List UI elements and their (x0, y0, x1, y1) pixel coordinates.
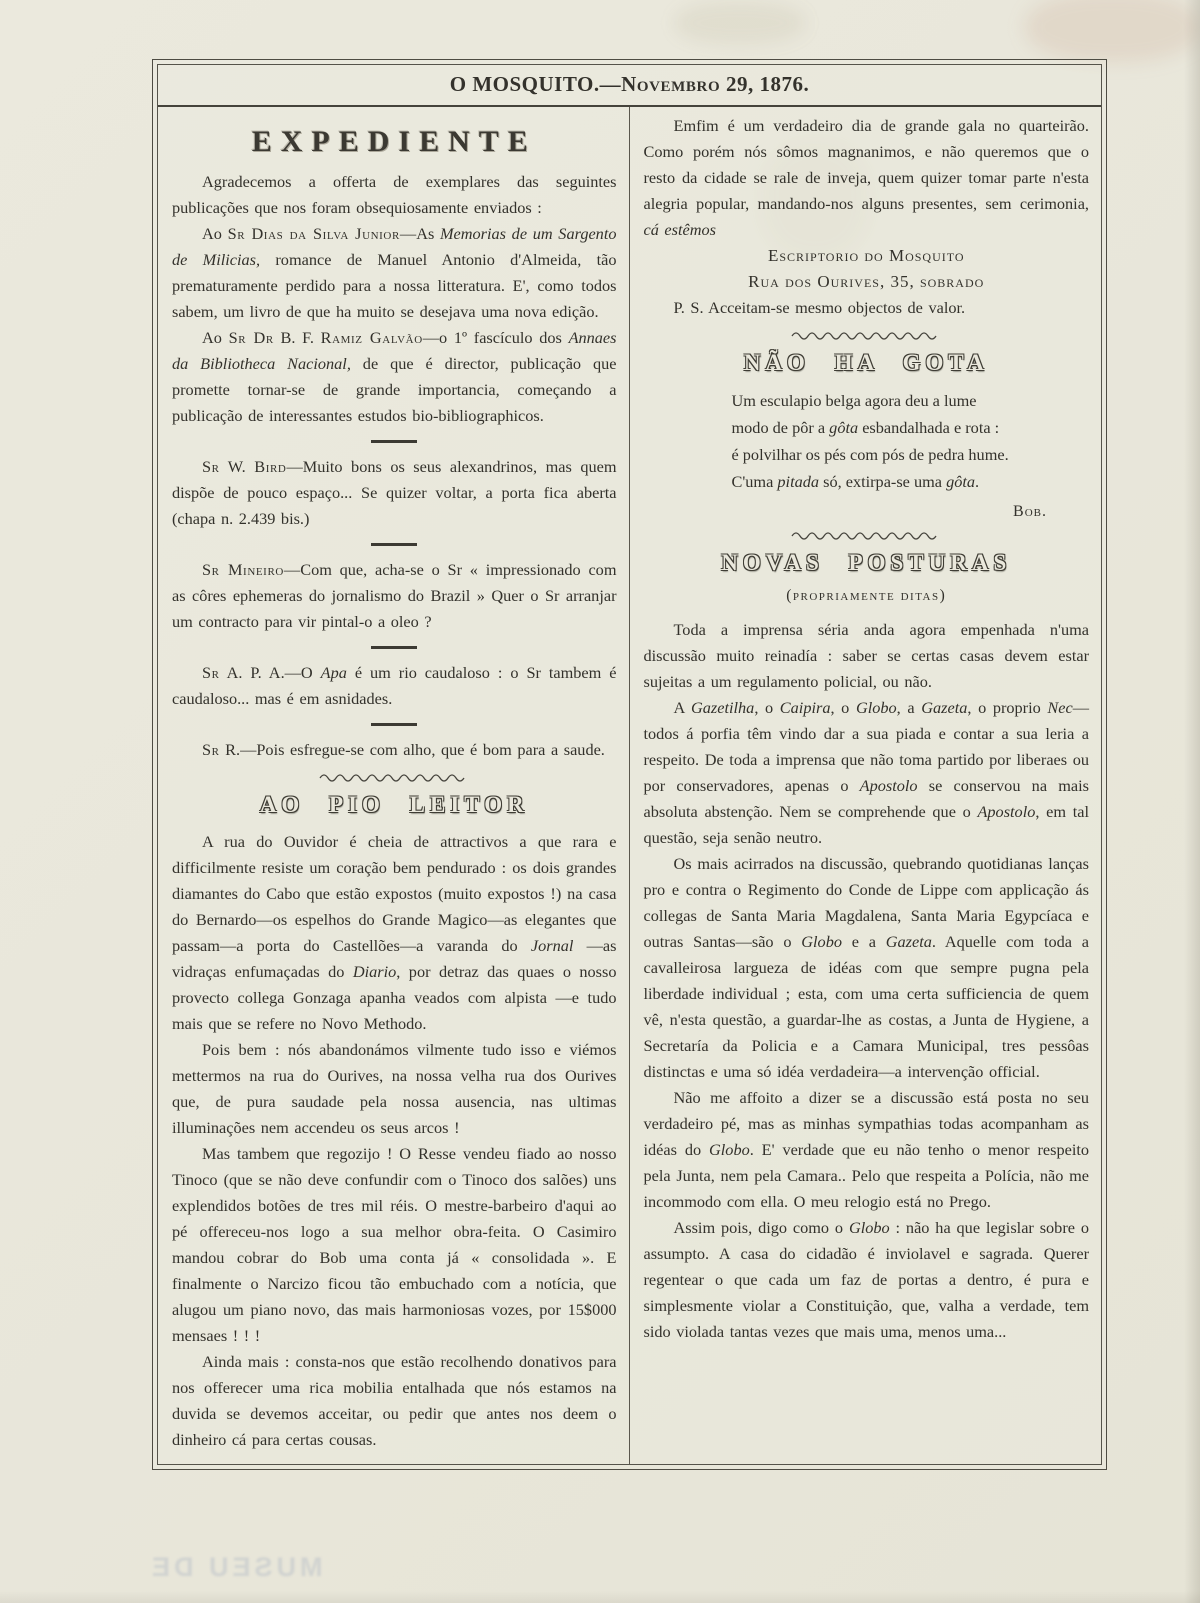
smallcaps-text: Novembro (621, 72, 721, 96)
smallcaps-text: Sr (202, 663, 220, 682)
italic-text: Gazeta (885, 932, 932, 951)
verse-line (732, 441, 1090, 468)
italic-text: Gazetilha (691, 698, 755, 717)
text: . (975, 472, 980, 491)
text: , o proprio (967, 698, 1048, 717)
text: Toda a imprensa séria anda agora empenhada n'uma discussão muito reinadía : saber se certas casas devem estar sujeitas a um regulamento policial, ou não. (643, 620, 1089, 691)
italic-text: Memorias de um Sargento de Milicias, (172, 224, 617, 269)
text: , a (896, 698, 922, 717)
text: Pois bem : nós abandonámos vilmente tudo isso e viémos mettermos na rua do Ourives, na nossa velha rua dos Ourives que, de pura saudade pela nossa ausencia, nas ultimas illuminações nem accendeu os seus arcos ! (172, 1040, 617, 1137)
verse-line (732, 468, 1090, 495)
text: modo de pôr a (731, 418, 830, 437)
text: , o (830, 698, 856, 717)
signature: Bob. (1013, 503, 1047, 520)
section-heading: NÃO HA GOTA (743, 350, 989, 375)
italic-text: Diario (352, 962, 397, 981)
text: 29, 1876. (720, 72, 810, 96)
text: Não me affoito a dizer se a discussão está posta no seu verdadeiro pé, mas as minhas sympathias todas acompanham as idéas do (643, 1088, 1089, 1159)
centered-line: Escriptorio do Mosquito (767, 246, 965, 265)
text: é um rio caudaloso : o Sr tambem é caudaloso... mas é em asnidades. (172, 663, 617, 708)
italic-text: Gazeta (921, 698, 968, 717)
page-frame-inner (157, 64, 1102, 1465)
section-title-expediente: EXPEDIENTE (251, 125, 537, 158)
text: —todos á porfia têm vindo dar a sua piada e contar a sua leria a respeito. De toda a imprensa que não toma partido por liberaes ou por conservadores, apenas o (643, 698, 1089, 795)
text: C'uma (731, 472, 778, 491)
smallcaps-text: Ramiz Galvão (320, 328, 423, 347)
text: Um esculapio belga agora deu a lume (731, 391, 977, 410)
italic-text: Apa (320, 663, 347, 682)
paragraph (172, 557, 617, 635)
italic-text: Jornal (530, 936, 574, 955)
italic-text: Nec (1047, 698, 1073, 717)
text: R.—Pois esfregue-se com alho, que é bom para a saude. (219, 740, 605, 759)
right-column-blocks (644, 113, 1090, 1345)
bleedthrough-mark (675, 2, 805, 44)
paragraph (172, 325, 617, 429)
text: : não ha que legislar sobre o assumpto. A casa do cidadão é inviolavel e sagrada. Querer regentear o que cada um faz de portas a dentro, é pura e simplesmente violar a Constituição, que, valha a verdade, tem sido violada tantas vezes que mais uma, menos uma... (643, 1218, 1089, 1341)
italic-text: gôta (829, 418, 859, 437)
text: A rua do Ouvidor é cheia de attractivos a que rara e difficilmente resiste um coração bem pendurado : os dois grandes diamantes do Cabo que estão expostos (muito expostos !) na casa do Bernardo—os espelhos do Grande Magico—as elegantes que passam—a porta do Castellões—a varanda do (172, 832, 617, 955)
wavy-divider (644, 330, 1090, 341)
paragraph (644, 617, 1090, 695)
text: só, extirpa-se uma (819, 472, 947, 491)
paragraph (172, 1349, 617, 1453)
smallcaps-text: Sr (202, 740, 220, 759)
paragraph (644, 113, 1090, 243)
smallcaps-text: Sr Mineiro (202, 560, 284, 579)
text: W. (219, 457, 255, 476)
italic-text: Globo (855, 698, 897, 717)
text: se conservou na mais absoluta abstenção. Nem se comprehende que o (643, 776, 1089, 821)
section-heading: NOVAS POSTURAS (721, 550, 1012, 575)
italic-text: Caipira (779, 698, 831, 717)
italic-text: Apostolo (977, 802, 1036, 821)
wavy-divider (644, 530, 1090, 541)
italic-text: cá estêmos (643, 220, 716, 239)
smallcaps-text: Sr (202, 457, 220, 476)
text: —o 1º fascículo dos (422, 328, 569, 347)
wavy-divider (172, 772, 617, 783)
paragraph (644, 851, 1090, 1085)
page-edge-shadow (1184, 0, 1200, 1603)
paragraph (172, 660, 617, 712)
paragraph (172, 737, 617, 763)
italic-text: Globo (848, 1218, 890, 1237)
columns-area (158, 107, 1101, 1464)
dash-divider (371, 440, 417, 443)
text: e a (841, 932, 886, 951)
text: O MOSQUITO.— (449, 72, 622, 96)
paragraph (644, 295, 1090, 321)
text: A. P. A.—O (219, 663, 321, 682)
text: de que é director, publicação que promette tornar-se de grande importancia, começando a publicação de interessantes estudos bio-bibliographicos. (172, 354, 617, 425)
italic-text: Annaes da Bibliotheca Nacional, (172, 328, 617, 373)
text: , o (754, 698, 780, 717)
centered-line: Rua dos Ourives, 35, sobrado (748, 272, 985, 291)
italic-text: gôta (946, 472, 976, 491)
text: Mas tambem que regozijo ! O Resse vendeu fiado ao nosso Tinoco (que se não deve confundir com o Tinoco dos salões) uns explendidos botões de tres mil réis. O mestre-barbeiro d'aqui ao pé offereceu-nos logo a sua melhor obra-feita. O Casimiro mandou cobrar do Bob uma conta já « consolidada ». E finalmente o Narcizo ficou tão embuchado com a notícia, que alugou um piano novo, das mais harmoniosas vozes, por 15$000 mensaes ! ! ! (172, 1144, 617, 1345)
dash-divider (371, 723, 417, 726)
paragraph (172, 221, 617, 325)
text: Emfim é um verdadeiro dia de grande gala no quarteirão. Como porém nós sômos magnanimos, e não queremos que o resto da cidade se rale de inveja, quem quizer tomar parte n'esta alegria popular, mandando-nos alguns presentes, sem cerimonia, (643, 116, 1089, 213)
italic-text: pitada (777, 472, 820, 491)
left-column-blocks (172, 169, 617, 1453)
italic-text: Globo (709, 1140, 750, 1159)
bleedthrough-mark (1025, 0, 1200, 62)
paragraph (644, 1215, 1090, 1345)
text: —Com que, acha-se o Sr « impressionado com as côres ephemeras do jornalismo do Brazil » Quer o Sr arranjar um contracto para vir pintal-o a oleo ? (172, 560, 617, 631)
text: —As (399, 224, 440, 243)
paragraph (172, 829, 617, 1037)
verse-line (732, 414, 1090, 441)
text: Ao (202, 328, 229, 347)
paragraph (644, 695, 1090, 851)
text: esbandalhada e rota : (858, 418, 1000, 437)
paragraph (172, 1037, 617, 1141)
text: Ao (202, 224, 228, 243)
text: é polvilhar os pés com pós de pedra hume. (731, 445, 1009, 464)
left-column (158, 107, 630, 1464)
text: Agradecemos a offerta de exemplares das seguintes publicações que nos foram obsequiosamente enviados : (172, 172, 617, 217)
text: . Aquelle com toda a cavalleirosa largueza de idéas com que sempre pugna pela liberdade individual ; esta, com uma certa sufficiencia de quem vê, n'esta questão, a guardar-lhe as costas, a Junta de Hygiene, a Secretaría da Policia e a Camara Municipal, tres pessôas distinctas e uma só idéa verdadeira—a intervenção official. (643, 932, 1090, 1081)
smallcaps-text: Sr Dias da Silva Junior (227, 224, 400, 243)
text: , em tal questão, seja senão neutro. (643, 802, 1090, 847)
paragraph (172, 169, 617, 221)
text: . E' verdade que eu não tenho o menor respeito pela Junta, nem pela Camara.. Pelo que respeita a Polícia, não me incommodo com ella. O meu relogio está no Prego. (643, 1140, 1090, 1211)
right-column (630, 107, 1102, 1464)
text: Os mais acirrados na discussão, quebrando quotidianas lanças pro e contra o Regimento do Conde de Lippe com applicação ás collegas de Santa Maria Magdalena, Santa Maria Egypcíaca e outras Santas—são o (643, 854, 1089, 951)
page-frame (152, 59, 1107, 1470)
newspaper-title-date (158, 65, 1101, 107)
paragraph (172, 1141, 617, 1349)
text: Ainda mais : consta-nos que estão recolhendo donativos para nos offerecer uma rica mobilia entalhada que nós estamos na duvida se devemos acceitar, ou pedir que antes nos deem o dinheiro cá para certas cousas. (172, 1352, 617, 1449)
italic-text: Globo (801, 932, 842, 951)
dash-divider (371, 543, 417, 546)
text: —as vidraças enfumaçadas do (172, 936, 617, 981)
smallcaps-text: Bird (254, 457, 287, 476)
page-edge-shadow (0, 1591, 1200, 1603)
text: romance de Manuel Antonio d'Almeida, tão prematuramente perdido para a nossa litteratura. E', como todos sabem, um livro de que ha muito se desejava uma nova edição. (172, 250, 617, 321)
text: B. F. (273, 328, 321, 347)
section-subheading: (propriamente ditas) (786, 587, 947, 604)
ghost-stamp-text: MUSEU DE (148, 1552, 323, 1582)
dash-divider (371, 646, 417, 649)
italic-text: Apostolo (859, 776, 918, 795)
text: P. S. Acceitam-se mesmo objectos de valor. (673, 298, 966, 317)
paragraph (644, 1085, 1090, 1215)
paragraph (172, 454, 617, 532)
text: A (673, 698, 691, 717)
verse-line (732, 387, 1090, 414)
smallcaps-text: Sr Dr (228, 328, 274, 347)
text: Assim pois, digo como o (673, 1218, 849, 1237)
section-heading: AO PIO LEITOR (259, 792, 529, 817)
text: , por detraz das quaes o nosso provecto collega Gonzaga apanha veados com alpista —e tudo mais que se refere no Novo Methodo. (172, 962, 617, 1033)
text: —Muito bons os seus alexandrinos, mas quem dispõe de pouco espaço... Se quizer voltar, a porta fica aberta (chapa n. 2.439 bis.) (172, 457, 617, 528)
